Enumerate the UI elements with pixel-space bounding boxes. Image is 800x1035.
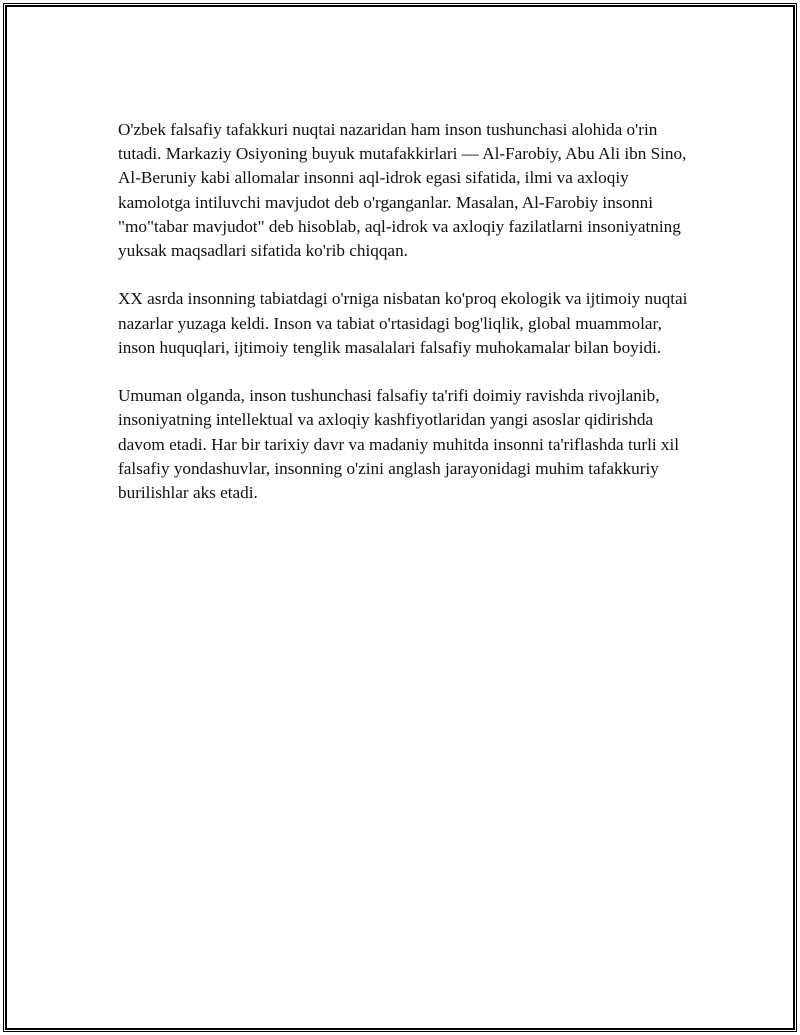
document-body [118,118,693,529]
paragraph: XX asrda insonning tabiatdagi o'rniga nisbatan ko'proq ekologik va ijtimoiy nuqtai nazarlar yuzaga keldi. Inson va tabiat o'rtasidagi bog'liqlik, global muammolar, inson huquqlari, ijtimoiy tenglik masalalari falsafiy muhokamalar bilan boyidi. [118,289,688,357]
paragraph: Umuman olganda, inson tushunchasi falsafiy ta'rifi doimiy ravishda rivojlanib, insoniyatning intellektual va axloqiy kashfiyotlaridan yangi asoslar qidirishda davom etadi. Har bir tarixiy davr va madaniy muhitda insonni ta'riflashda turli xil falsafiy yondashuvlar, insonning o'zini anglash jarayonidagi muhim tafakkuriy burilishlar aks etadi. [118,386,680,503]
paragraph: O'zbek falsafiy tafakkuri nuqtai nazaridan ham inson tushunchasi alohida o'rin tutadi. Markaziy Osiyoning buyuk mutafakkirlari — Al-Farobiy, Abu Ali ibn Sino, Al-Beruniy kabi allomalar insonni aql-idrok egasi sifatida, ilmi va axloqiy kamolotga intiluvchi mavjudot deb o'rganganlar. Masalan, Al-Farobiy insonni "mo"tabar mavjudot" deb hisoblab, aql-idrok va axloqiy fazilatlarni insoniyatning yuksak maqsadlari sifatida ko'rib chiqqan. [118,120,687,261]
